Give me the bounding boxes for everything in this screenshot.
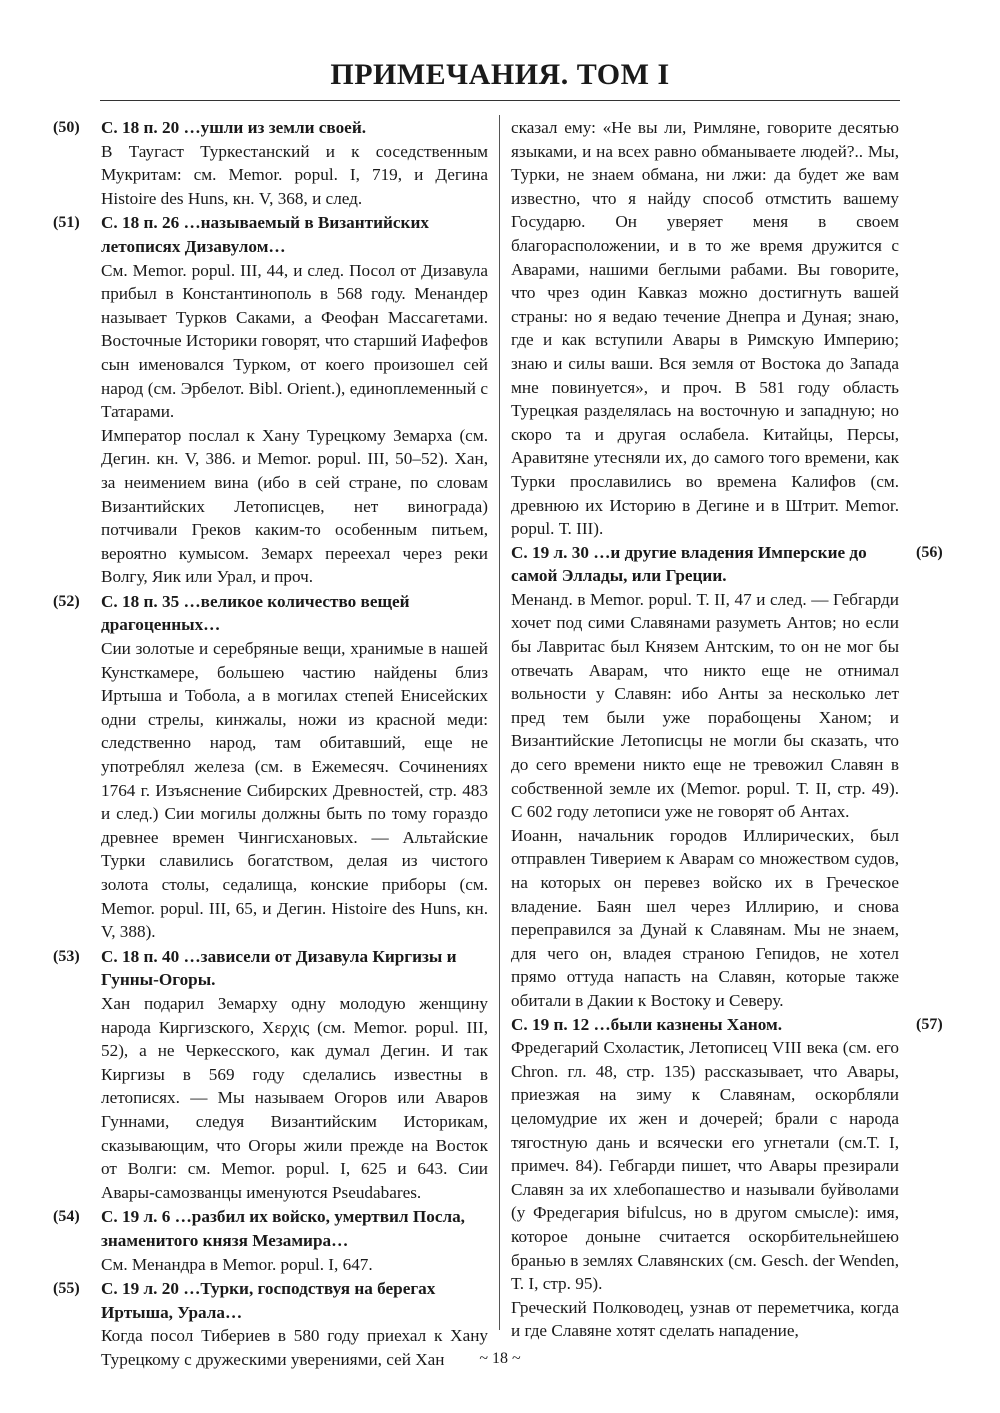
note-number: (55) xyxy=(53,1280,80,1298)
note-number: (51) xyxy=(53,214,80,232)
continued-paragraph: сказал ему: «Не вы ли, Римляне, говорите десятью языками, и на всех равно обманываете людей?.. Мы, Турки, не знаем обмана, ни лжи: да будет же вам известно, что я найду способ отмстить вашему Государю. Он уверяет меня в своем благорасположении, и в то же время дружится с Аварами, нашими беглыми рабами. Вы говорите, что чрез один Кавказ можно достигнуть вашей страны: но я ведаю течение Днепра и Дуная; знаю, где и как вступили Авары в Римскую Империю; знаю и силы ваши. Вся земля от Востока до Запада мне повинуется», и проч. В 581 году область Турецкая разделялась на восточную и западную; но скоро та и другая ослабела. Китайцы, Персы, Аравитяне утесняли их, до самого того времени, как Турки прославились во времена Калифов (см. древнюю их Историю в Дегине и в Штрит. Memor. popul. Т. III). xyxy=(511,118,899,539)
note-paragraph: В Таугаст Туркестанский и к соседственным Мукритам: см. Memor. popul. I, 719, и Дегина Histoire des Huns, кн. V, 368, и след. xyxy=(101,141,488,208)
page-title: ПРИМЕЧАНИЯ. ТОМ I xyxy=(330,58,670,91)
note-paragraph: Когда посол Тибериев в 580 году приехал к Хану Турецкому с дружескими уверениями, сей Хан xyxy=(101,1326,488,1369)
note-56 xyxy=(511,541,943,1013)
note-heading: С. 19 п. 12 …были казнены Ханом. xyxy=(511,1014,782,1034)
note-heading: С. 18 п. 26 …называемый в Византийских летописях Дизавулом… xyxy=(101,213,429,256)
note-paragraph: Фредегарий Схоластик, Летописец VIII века (см. его Chron. гл. 48, стр. 135) рассказывает, что Авары, приезжая на зиму к Славянам, оскорбляли целомудрие их жен и дочерей; брали с народа тягостную дань и всячески его угнетали (см.Т. I, примеч. 84). Гебгарди пишет, что Авары презирали Славян за их хлебопашество и называли буйволами (у Фредегария bifulcus, но в другом смысле): имя, которое доныне считается оскорбительнейшею бранью в землях Славянских (см. Gesch. der Wenden, Т. I, стр. 95). xyxy=(511,1038,899,1294)
note-paragraph: Греческий Полководец, узнав от переметчика, когда и где Славяне хотят сделать нападение, xyxy=(511,1297,899,1341)
note-number: (57) xyxy=(916,1015,943,1033)
note-heading: С. 18 п. 35 …великое количество вещей драгоценных… xyxy=(101,591,410,635)
note-number: (50) xyxy=(53,119,80,136)
note-51 xyxy=(53,211,488,589)
note-heading: С. 19 л. 20 …Турки, господствуя на берегах Иртыша, Урала… xyxy=(101,1279,436,1322)
page-number: ~ 18 ~ xyxy=(479,1350,521,1367)
note-heading: С. 18 п. 20 …ушли из земли своей. xyxy=(101,118,367,137)
note-paragraph: См. Менандра в Memor. popul. I, 647. xyxy=(101,1254,373,1274)
title-rule xyxy=(100,100,900,101)
note-paragraph: Менанд. в Memor. popul. Т. II, 47 и след. — Гебгарди хочет под сими Славянами разуметь Антов; но если бы Лавритас был Князем Антским, то он не мог бы отвечать Аварам, что никто еще не отнимал вольности у Славян: ибо Анты за несколько лет пред тем были уже порабощены Ханом; и Византийские Летописцы не могли бы сказать, что до сего времени никто еще не тревожил Славян в собственной земле их (Memor. popul. Т. II, стр. 49). С 602 году летописи уже не говорят об Антах. xyxy=(511,589,899,822)
note-heading: С. 18 п. 40 …зависели от Дизавула Киргизы и Гунны-Огоры. xyxy=(101,946,457,990)
note-paragraph: Хан подарил Земарху одну молодую женщину народа Киргизского, Χερχις (см. Memor. popul. III, 52), а не Черкесского, как думал Дегин. И так Киргизы в 569 году сделались известны в летописях. — Мы называем Огоров или Аваров Гуннами, следуя Византийским Историкам, сказывающим, что Огоры жили прежде на Восток от Волги: см. Memor. popul. I, 625 и 643. Сии Авары-самозванцы именуются Pseudabares. xyxy=(101,993,488,1202)
note-number: (54) xyxy=(53,1208,80,1226)
note-paragraph: См. Memor. popul. III, 44, и след. Посол от Дизавула прибыл в Константинополь в 568 году. Менандер называет Турков Саками, а Феофан Массагетами. Восточные Историки говорят, что старший Иафефов сын именовался Турком, от коего произошел сей народ (см. Эрбелот. Bibl. Orient.), единоплеменный с Татарами. xyxy=(101,260,488,422)
note-number: (56) xyxy=(916,543,943,561)
note-heading: С. 19 л. 6 …разбил их войско, умертвил Посла, знаменитого князя Мезамира… xyxy=(101,1207,465,1250)
note-heading: С. 19 л. 30 …и другие владения Имперские до самой Эллады, или Греции. xyxy=(511,542,867,586)
left-column xyxy=(53,116,488,1371)
note-57 xyxy=(511,1013,943,1343)
note-53 xyxy=(53,945,488,1205)
right-column xyxy=(511,116,943,1343)
column-divider xyxy=(499,115,500,1330)
note-paragraph: Сии золотые и серебряные вещи, хранимые в нашей Кунсткамере, большею частию найдены близ Иртыша и Тобола, а в могилах степей Енисейских одни стрелы, кинжалы, ножи из красной меди: следственно народ, там обитавший, еще не употреблял железа (см. в Ежемесяч. Сочинениях 1764 г. Изъяснение Сибирских Древностей, стр. 483 и след.) Сии могилы должны быть по тому гораздо древнее времен Чингисхановых. — Альтайские Турки славились богатством, делая из чистого золота столы, седалища, конские приборы (см. Memor. popul. III, 65, и Дегин. Histoire des Huns, кн. V, 388). xyxy=(101,639,488,942)
note-50 xyxy=(53,116,488,210)
note-54 xyxy=(53,1205,488,1276)
note-paragraph: Император послал к Хану Турецкому Земарха (см. Дегин. кн. V, 386. и Memor. popul. III, 50–52). Хан, за неимением вина (ибо в сей стране, по словам Византийских Летописцев, нет винограда) потчивали Греков каким-то особенным питьем, вероятно кумысом. Земарх переехал через реки Волгу, Яик или Урал, и проч. xyxy=(101,425,488,587)
note-number: (53) xyxy=(53,947,80,965)
note-number: (52) xyxy=(53,592,80,610)
note-paragraph: Иоанн, начальник городов Иллирических, был отправлен Тиверием к Аварам со множеством судов, на которых он перевез войско их в Греческое владение. Баян шел через Иллирию, и снова переправился за Дунай к Славянам. Мы не знаем, для чего он, владея страною Гепидов, не хотел прямо оттуда напасть на Славян, которые также обитали в Дакии к Востоку и Северу. xyxy=(511,825,899,1010)
note-52 xyxy=(53,590,488,944)
